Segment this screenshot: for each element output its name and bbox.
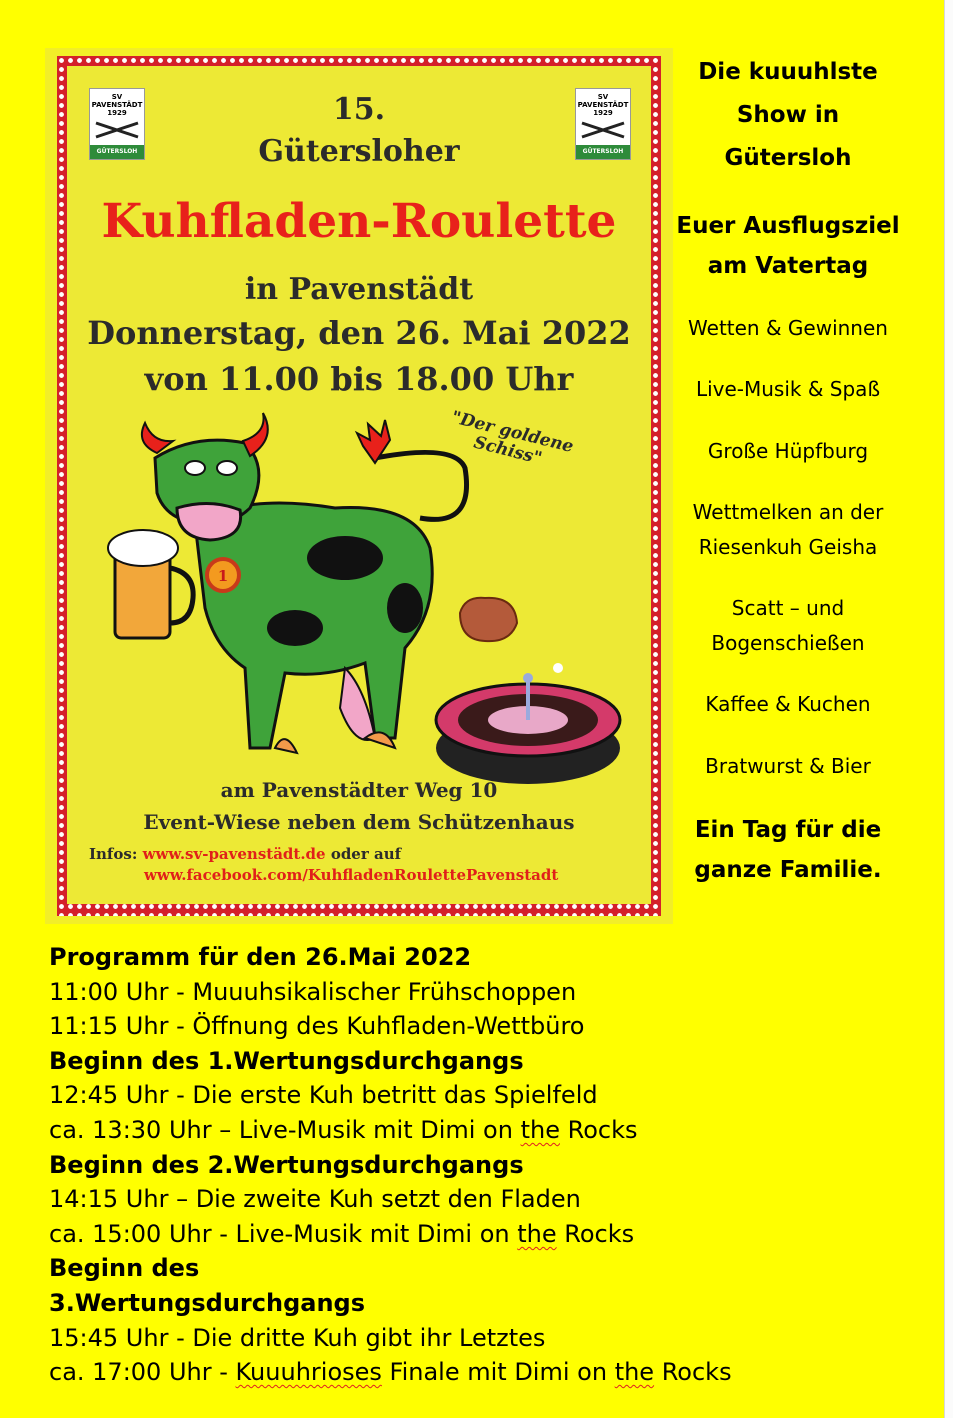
program-line: ca. 15:00 Uhr - Live-Musik mit Dimi on the Rocks [49, 1219, 635, 1248]
cow-horn [142, 423, 173, 453]
program-line: 11:15 Uhr - Öffnung des Kuhfladen-Wettbüro [49, 1012, 585, 1041]
page-edge [944, 0, 953, 1418]
beer-foam [108, 530, 178, 566]
sidebar-item: Bratwurst & Bier [705, 754, 871, 778]
program-line: 15:45 Uhr - Die dritte Kuh gibt ihr Letztes [49, 1323, 546, 1352]
sidebar-item: Kaffee & Kuchen [705, 692, 871, 716]
roulette-knob [523, 673, 533, 683]
program-line: ca. 13:30 Uhr – Live-Musik mit Dimi on the Rocks [49, 1115, 638, 1144]
poster-city: Gütersloher [258, 134, 460, 169]
program-schedule [49, 940, 929, 1390]
event-poster [45, 48, 673, 924]
cow-spot [267, 610, 323, 646]
sidebar-closing: Ein Tag für die ganze Familie. [694, 817, 882, 883]
website-link[interactable]: www.sv-pavenstädt.de [142, 845, 326, 863]
hoof [275, 739, 297, 753]
program-line: 14:15 Uhr – Die zweite Kuh setzt den Fladen [49, 1185, 581, 1214]
program-heading: Beginn des 1.Wertungsdurchgangs [49, 1046, 524, 1075]
poster-date: Donnerstag, den 26. Mai 2022 [87, 314, 631, 352]
facebook-link[interactable]: www.facebook.com/KuhfladenRoulettePavenstadt [144, 866, 559, 884]
cow-horn [243, 413, 268, 456]
poster-infos: Infos: www.sv-pavenstädt.de oder auf www.facebook.com/KuhfladenRoulettePavenstadt [89, 845, 559, 884]
roulette-ball [553, 663, 563, 673]
program-line: 12:45 Uhr - Die erste Kuh betritt das Spielfeld [49, 1081, 598, 1110]
sidebar-item: Wettmelken an der Riesenkuh Geisha [692, 500, 884, 559]
program-line: ca. 17:00 Uhr - Kuuuhrioses Finale mit Dimi on the Rocks [49, 1358, 732, 1387]
poster-edition: 15. [332, 92, 386, 127]
poster-place: in Pavenstädt [244, 272, 474, 307]
poster-time: von 11.00 bis 18.00 Uhr [144, 360, 574, 398]
club-logo-left: SV PAVENSTÄDT 1929 GÜTERSLOH [89, 88, 145, 160]
poster-address: am Pavenstädter Weg 10 [220, 778, 498, 802]
poster-venue: Event-Wiese neben dem Schützenhaus [143, 810, 575, 834]
cow-pat [460, 598, 517, 641]
cow-eye [185, 461, 205, 475]
sidebar-item: Scatt – und Bogenschießen [711, 596, 865, 655]
sidebar-item: Große Hüpfburg [707, 439, 869, 463]
cow-spot [307, 536, 383, 580]
poster-title: Kuhfladen-Roulette [101, 194, 617, 249]
program-heading: 3.Wertungsdurchgangs [49, 1288, 365, 1317]
mug-handle [170, 568, 193, 623]
program-heading: Beginn des 2.Wertungsdurchgangs [49, 1150, 524, 1179]
program-title: Programm für den 26.Mai 2022 [49, 943, 472, 971]
cow-tail [375, 452, 467, 519]
poster-quote: "Der goldene Schiss" [449, 407, 576, 469]
medal-number: 1 [217, 567, 229, 585]
sidebar-item: Live-Musik & Spaß [695, 377, 881, 401]
cow-spot [387, 583, 423, 633]
program-heading: Beginn des [49, 1254, 200, 1283]
sidebar-tagline: Euer Ausflugsziel am Vatertag [676, 213, 900, 279]
cow-snout [177, 503, 241, 540]
program-line: 11:00 Uhr - Muuuhsikalischer Frühschoppen [49, 977, 577, 1006]
sidebar-item: Wetten & Gewinnen [688, 316, 888, 340]
club-logo-right: SV PAVENSTÄDT 1929 GÜTERSLOH [575, 88, 631, 160]
sidebar-headline: Die kuuuhlste Show in Gütersloh [698, 59, 878, 171]
cow-eye [217, 461, 237, 475]
